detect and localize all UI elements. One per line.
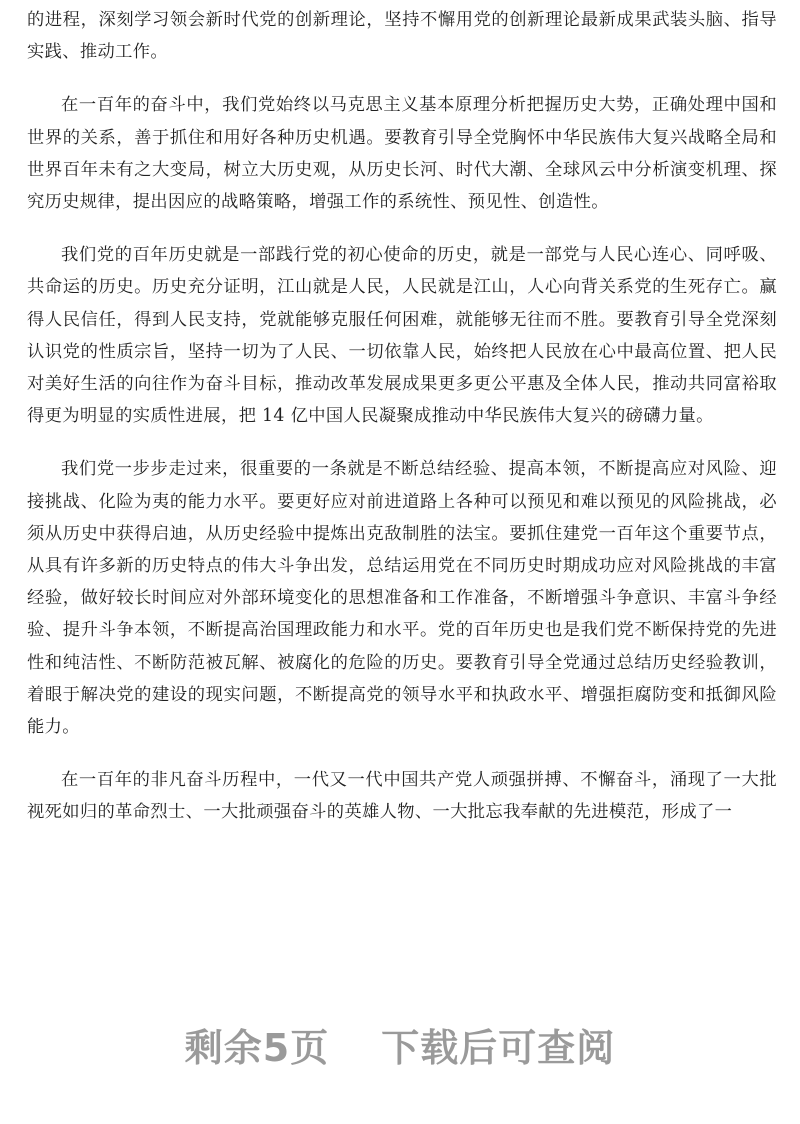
- paragraph-3: 我们党的百年历史就是一部践行党的初心使命的历史，就是一部党与人民心连心、同呼吸、共命运的历史。历史充分证明，江山就是人民，人民就是江山，人心向背关系党的生死存亡。赢得人民信任，得到人民支持，党就能够克服任何困难，就能够无往而不胜。要教育引导全党深刻认识党的性质宗旨，坚持一切为了人民、一切依靠人民，始终把人民放在心中最高位置、把人民对美好生活的向往作为奋斗目标，推动改革发展成果更多更公平惠及全体人民，推动共同富裕取得更为明显的实质性进展，把 14 亿中国人民凝聚成推动中华民族伟大复兴的磅礴力量。: [27, 245, 777, 427]
- remaining-pages-label: 剩余5页: [184, 1026, 330, 1070]
- document-body: [27, 4, 777, 850]
- paragraph-1: 的进程，深刻学习领会新时代党的创新理论，坚持不懈用党的创新理论最新成果武装头脑、指导实践、推动工作。: [27, 10, 777, 63]
- paragraph-5: 在一百年的非凡奋斗历程中，一代又一代中国共产党人顽强拼搏、不懈奋斗，涌现了一大批视死如归的革命烈士、一大批顽强奋斗的英雄人物、一大批忘我奉献的先进模范，形成了一: [27, 770, 777, 823]
- paragraph-4: 我们党一步步走过来，很重要的一条就是不断总结经验、提高本领，不断提高应对风险、迎接挑战、化险为夷的能力水平。要更好应对前进道路上各种可以预见和难以预见的风险挑战，必须从历史中获得启迪，从历史经验中提炼出克敌制胜的法宝。要抓住建党一百年这个重要节点，从具有许多新的历史特点的伟大斗争出发，总结运用党在不同历史时期成功应对风险挑战的丰富经验，做好较长时间应对外部环境变化的思想准备和工作准备，不断增强斗争意识、丰富斗争经验、提升斗争本领，不断提高治国理政能力和水平。党的百年历史也是我们党不断保持党的先进性和纯洁性、不断防范被瓦解、被腐化的危险的历史。要教育引导全党通过总结历史经验教训，着眼于解决党的建设的现实问题，不断提高党的领导水平和执政水平、增强拒腐防变和抵御风险能力。: [27, 459, 777, 738]
- download-banner[interactable]: [0, 1017, 800, 1072]
- download-prompt-label: 下载后可查阅: [381, 1026, 616, 1070]
- paragraph-2: 在一百年的奋斗中，我们党始终以马克思主义基本原理分析把握历史大势，正确处理中国和世界的关系，善于抓住和用好各种历史机遇。要教育引导全党胸怀中华民族伟大复兴战略全局和世界百年未有之大变局，树立大历史观，从历史长河、时代大潮、全球风云中分析演变机理、探究历史规律，提出因应的战略策略，增强工作的系统性、预见性、创造性。: [27, 95, 777, 213]
